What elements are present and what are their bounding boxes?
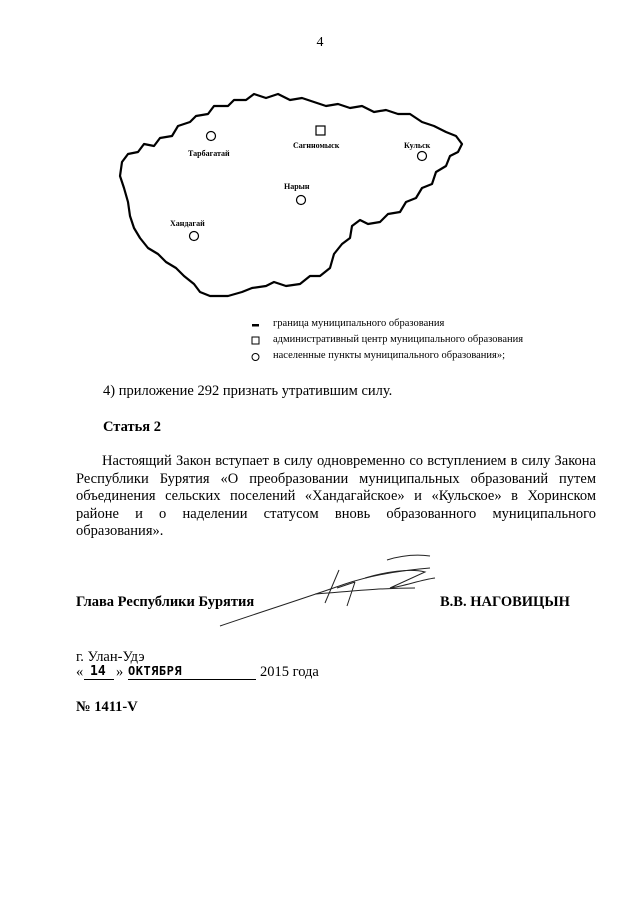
- square-icon: [250, 336, 262, 346]
- legend-text: граница муниципального образования: [273, 318, 445, 329]
- label-kulsk: Кульск: [404, 141, 431, 150]
- dash-icon: [250, 320, 262, 330]
- signing-date: [76, 664, 336, 684]
- page-number: 4: [316, 35, 324, 50]
- date-day: 14: [90, 664, 106, 679]
- article-paragraph: Настоящий Закон вступает в силу одновременно со вступлением в силу Закона Республики Бурятия «О преобразовании муниципальных образований путем объединения сельских поселений «Хандагайское» и «Кульское» в Хоринском районе и о наделении статусом вновь образованного муниципального образования».: [76, 453, 596, 539]
- admin-center-marker: [316, 126, 325, 135]
- signatory-title: Глава Республики Бурятия: [76, 594, 255, 610]
- settlement-kulsk-marker: [418, 152, 427, 161]
- settlement-khandagai-marker: [190, 232, 199, 241]
- signatory-name: В.В. НАГОВИЦЫН: [440, 594, 570, 610]
- date-close-quote: »: [116, 664, 124, 680]
- handwritten-signature: [215, 548, 455, 628]
- date-month: ОКТЯБРЯ: [128, 664, 183, 678]
- settlement-naryn-marker: [297, 196, 306, 205]
- settlement-tarbagatai-marker: [207, 132, 216, 141]
- place-text: г. Улан-Удэ: [76, 649, 145, 665]
- law-number: № 1411-V: [76, 699, 138, 715]
- label-tarbagatai: Тарбагатай: [188, 149, 230, 158]
- label-admin-center: Сагнномыск: [293, 141, 340, 150]
- label-naryn: Нарын: [284, 182, 310, 191]
- legend-text: административный центр муниципального образования: [273, 334, 524, 345]
- label-khandagai: Хандагай: [170, 219, 205, 228]
- date-year: 2015 года: [260, 664, 319, 680]
- item-4-text: 4) приложение 292 признать утратившим силу.: [103, 383, 393, 399]
- municipality-border: [120, 94, 462, 296]
- date-open-quote: «: [76, 664, 84, 680]
- circle-icon: [250, 352, 262, 362]
- article-heading: Статья 2: [103, 419, 161, 435]
- municipality-map: [110, 92, 480, 312]
- legend-text: населенные пункты муниципального образования»;: [273, 350, 506, 361]
